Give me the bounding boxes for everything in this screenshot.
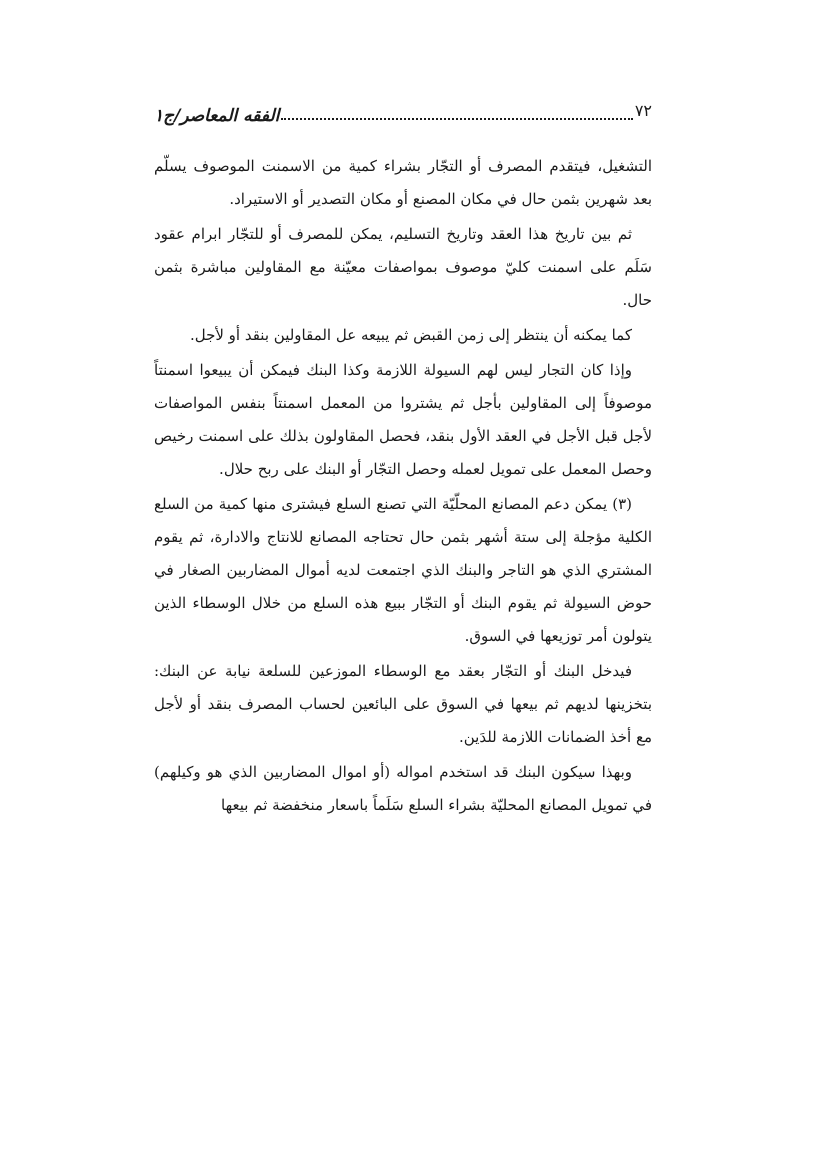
paragraph: (٣) يمكن دعم المصانع المحلّيّة التي تصنع السلع فيشترى منها كمية من السلع الكلية مؤجلة إلى ستة أشهر بثمن حال تحتاجه المصانع للانتاج والادارة، ثم يقوم المشتري الذي هو التاجر والبنك الذي اجتمعت لديه أموال المضاربين الصغار في حوض السيولة ثم يقوم البنك أو التجّار ببيع هذه السلع من خلال الوسطاء الذين يتولون أمر توزيعها في السوق.	[154, 495, 652, 645]
paragraph: فيدخل البنك أو التجّار بعقد مع الوسطاء الموزعين للسلعة نيابة عن البنك: بتخزينها لديهم ثم بيعها في السوق على البائعين لحساب المصرف بنقد أو لأجل مع أخذ الضمانات اللازمة للدَين.	[154, 662, 652, 746]
paragraph: التشغيل، فيتقدم المصرف أو التجّار بشراء كمية من الاسمنت الموصوف يسلّم بعد شهرين بثمن حال في مكان المصنع أو مكان التصدير أو الاستيراد.	[154, 157, 652, 208]
document-page	[154, 92, 652, 824]
paragraph: وبهذا سيكون البنك قد استخدم امواله (أو اموال المضاربين الذي هو وكيلهم) في تمويل المصانع المحليّة بشراء السلع سَلَماً باسعار منخفضة ثم بيعها	[154, 763, 652, 814]
running-title: الفقه المعاصر/ج١	[154, 106, 280, 126]
page-number: ٧٢	[634, 101, 652, 120]
paragraph: ثم بين تاريخ هذا العقد وتاريخ التسليم، يمكن للمصرف أو للتجّار ابرام عقود سَلَم على اسمنت كليّ موصوف بمواصفات معيّنة مع المقاولين مباشرة بثمن حال.	[154, 225, 652, 309]
header-dot-leader	[281, 117, 632, 120]
body-text	[154, 150, 652, 822]
paragraph: وإذا كان التجار ليس لهم السيولة اللازمة وكذا البنك فيمكن أن يبيعوا اسمنتاً موصوفاً إلى المقاولين بأجل ثم يشتروا من المعمل اسمنتاً بنفس المواصفات لأجل قبل الأجل في العقد الأول بنقد، فحصل المقاولون بذلك على اسمنت رخيص وحصل المعمل على تمويل لعمله وحصل التجّار أو البنك على ربح حلال.	[154, 361, 652, 478]
paragraph: كما يمكنه أن ينتظر إلى زمن القبض ثم يبيعه عل المقاولين بنقد أو لأجل.	[189, 326, 632, 344]
running-header	[154, 92, 652, 126]
